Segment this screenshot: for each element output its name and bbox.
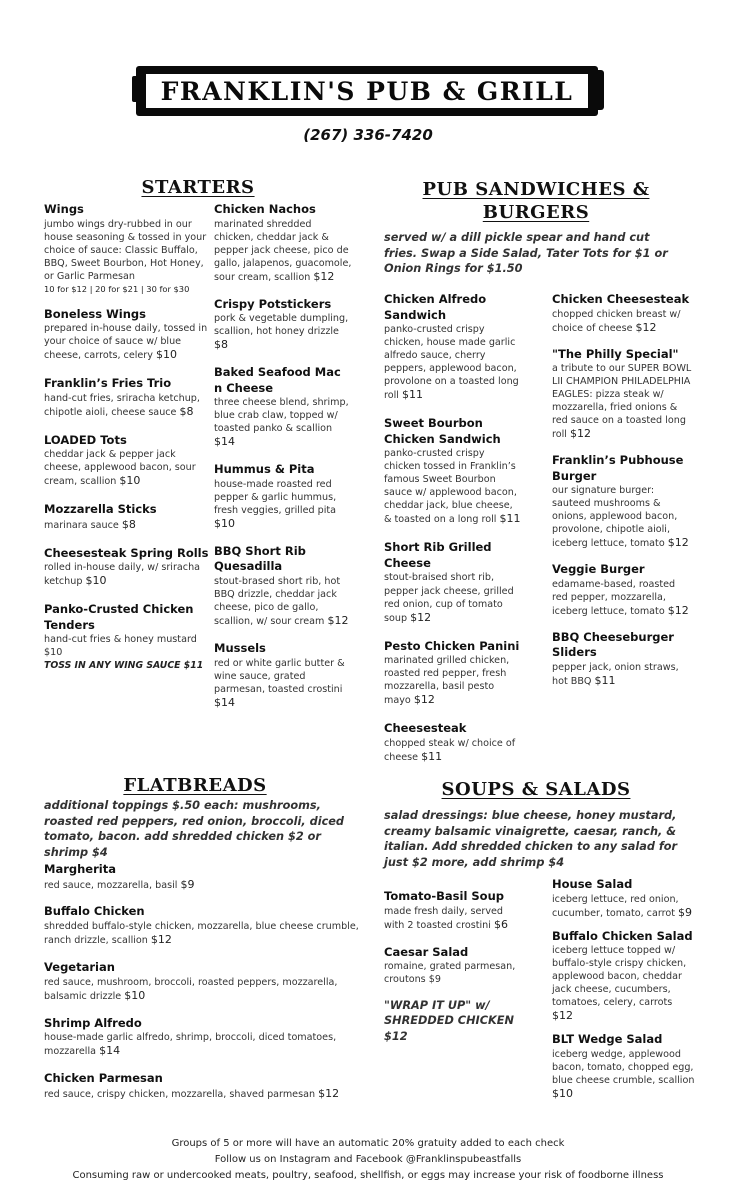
- menu-item-price: $10: [155, 348, 177, 362]
- menu-item-description: pork & vegetable dumpling, scallion, hot honey drizzle $8: [214, 313, 349, 352]
- menu-item-price: $12: [552, 1009, 573, 1023]
- menu-item-description: house-made roasted red pepper & garlic hummus, fresh veggies, grilled pita $10: [214, 478, 337, 530]
- menu-item: [44, 433, 210, 490]
- menu-item-name: Crispy Potstickers: [214, 296, 332, 311]
- menu-item-description: stout-braised short rib, pepper jack cheese, grilled red onion, cup of tomato soup $12: [384, 572, 514, 624]
- menu-item-price: $12: [667, 604, 689, 617]
- menu-item: [552, 292, 692, 336]
- menu-item-name: Cheesesteak Spring Rolls: [44, 545, 209, 560]
- phone-number: (267) 336-7420: [303, 126, 433, 144]
- menu-header: [0, 60, 736, 160]
- menu-item-name: Chicken Cheesesteak: [552, 292, 690, 306]
- menu-item-price: $8: [214, 338, 228, 352]
- menu-item-description: pepper jack, onion straws, hot BBQ $11: [552, 661, 679, 688]
- menu-item-name: Chicken Nachos: [214, 202, 316, 216]
- menu-item-price: $12: [313, 269, 335, 283]
- menu-item-name: Buffalo Chicken Salad: [552, 928, 693, 943]
- menu-item-name: Buffalo Chicken: [44, 904, 145, 919]
- menu-item-price: $12: [318, 1086, 340, 1100]
- soups-title: SOUPS & SALADS: [441, 779, 631, 800]
- wrap-it-up-note: "WRAP IT UP" w/ SHREDDED CHICKEN $12: [384, 999, 514, 1043]
- menu-item-description: rolled in-house daily, w/ sriracha ketchup $10: [44, 562, 201, 588]
- wing-sauce-upgrade: TOSS IN ANY WING SAUCE $11: [44, 659, 204, 671]
- menu-item-description: cheddar jack & pepper jack cheese, applewood bacon, sour cream, scallion $10: [44, 449, 196, 488]
- menu-item-description: made fresh daily, served with 2 toasted crostini $6: [384, 905, 508, 931]
- menu-item-description: chopped steak w/ choice of cheese $11: [384, 737, 516, 763]
- menu-item-name: Veggie Burger: [552, 562, 645, 577]
- menu-item-name: LOADED Tots: [44, 432, 127, 447]
- menu-item-name: Shrimp Alfredo: [44, 1015, 142, 1030]
- menu-item-description: marinated grilled chicken, roasted red pepper, fresh mozzarella, basil pesto mayo $12: [384, 655, 510, 707]
- soups-left-items: [384, 889, 526, 986]
- menu-item-description: jumbo wings dry-rubbed in our house seasoning & tossed in your choice of sauce: Classic Buffalo, BBQ, Sweet Bourbon, Hot Honey, or Garlic Parmesan: [44, 218, 207, 282]
- menu-item-name: Tomato-Basil Soup: [384, 889, 504, 903]
- menu-item: [214, 202, 352, 285]
- menu-item: [384, 639, 522, 709]
- brush-banner: [136, 66, 598, 116]
- soups-left-column: [384, 889, 526, 1044]
- menu-item-description: a tribute to our SUPER BOWL LII CHAMPION PHILADELPHIA EAGLES: pizza steak w/ mozzarella, fried onions & red sauce on a toasted long roll $12: [552, 363, 692, 441]
- menu-item: [44, 546, 210, 590]
- menu-item-name: Caesar Salad: [384, 944, 469, 959]
- menu-item: [214, 365, 352, 450]
- menu-item-description: marinated shredded chicken, cheddar jack & pepper jack cheese, pico de gallo, jalapenos, guacomole, sour cream, scallion $12: [214, 218, 352, 283]
- menu-item-name: Panko-Crusted Chicken Tenders: [44, 602, 194, 632]
- menu-item-price: $14: [99, 1044, 121, 1058]
- menu-item-price: $12: [150, 933, 172, 947]
- menu-item-description: chopped chicken breast w/ choice of cheese $12: [552, 308, 681, 334]
- menu-item-name: Hummus & Pita: [214, 462, 315, 477]
- menu-item: [384, 540, 522, 625]
- menu-item-description: edamame-based, roasted red pepper, mozzarella, iceberg lettuce, tomato $12: [552, 578, 689, 617]
- menu-item-price: $11: [402, 388, 423, 402]
- menu-item-name: Sweet Bourbon Chicken Sandwich: [384, 416, 501, 446]
- menu-item-price: $12: [570, 427, 591, 441]
- menu-item: [44, 602, 210, 670]
- soups-right-column: [552, 877, 696, 1110]
- menu-item-name: Baked Seafood Mac n Cheese: [214, 365, 341, 395]
- flatbreads-list: [44, 862, 364, 1113]
- menu-item-name: Wings: [44, 202, 84, 216]
- menu-item: [384, 416, 522, 527]
- restaurant-name: FRANKLIN'S PUB & GRILL: [160, 76, 574, 106]
- gratuity-note: Groups of 5 or more will have an automatic 20% gratuity added to each check: [171, 1138, 565, 1149]
- menu-item-description: marinara sauce $8: [44, 517, 136, 531]
- menu-item: [384, 292, 522, 403]
- menu-item-price: $11: [499, 512, 521, 526]
- menu-item-description: hand-cut fries & honey mustard $10: [44, 634, 197, 659]
- menu-item-name: Mussels: [214, 641, 266, 656]
- menu-item-description: iceberg lettuce, red onion, cucumber, tomato, carrot $9: [552, 893, 693, 919]
- menu-item: [552, 929, 696, 1025]
- menu-item-name: House Salad: [552, 877, 633, 891]
- menu-item-name: Pesto Chicken Panini: [384, 638, 520, 653]
- menu-item: [384, 721, 522, 765]
- menu-item: [44, 1071, 364, 1101]
- menu-item-name: Chicken Parmesan: [44, 1071, 163, 1086]
- flatbreads-title: FLATBREADS: [123, 775, 267, 796]
- menu-item-name: Chicken Alfredo Sandwich: [384, 292, 487, 322]
- menu-item: [552, 453, 692, 551]
- menu-item: [384, 889, 526, 933]
- menu-item-description: three cheese blend, shrimp, blue crab claw, topped w/ toasted panko & scallion $14: [214, 397, 349, 449]
- menu-item-price: $12: [327, 614, 349, 628]
- menu-item-description: our signature burger: sauteed mushrooms & onions, applewood bacon, provolone, chipotle aioli, iceberg lettuce, tomato $12: [552, 485, 689, 550]
- menu-item-description: prepared in-house daily, tossed in your choice of sauce w/ blue cheese, carrots, celery $10: [44, 323, 208, 362]
- menu-item-description: romaine, grated parmesan, croutons $9: [384, 961, 516, 986]
- menu-item-price: $8: [121, 517, 136, 531]
- menu-item-price: $10: [552, 1086, 573, 1100]
- menu-item: [214, 297, 352, 354]
- menu-item-name: Franklin’s Fries Trio: [44, 376, 172, 391]
- menu-item-description: red sauce, crispy chicken, mozzarella, shaved parmesan $12: [44, 1086, 340, 1100]
- menu-item: [44, 502, 210, 532]
- menu-item-description: iceberg lettuce topped w/ buffalo-style crispy chicken, applewood bacon, cheddar jack cheese, cucumbers, tomatoes, celery, carrots $12: [552, 945, 687, 1023]
- menu-item: [552, 347, 692, 443]
- menu-item-name: "The Philly Special": [552, 346, 679, 361]
- menu-item: [214, 462, 352, 532]
- flatbreads-note: additional toppings $.50 each: mushrooms, roasted red peppers, red onion, broccoli, diced tomato, bacon. add shredded chicken $2 or shrimp $4: [44, 799, 345, 859]
- menu-item-name: Short Rib Grilled Cheese: [384, 540, 492, 570]
- menu-item: [384, 945, 526, 987]
- menu-item-name: Vegetarian: [44, 959, 115, 974]
- sandwiches-right-column: [552, 292, 692, 700]
- wing-price-tiers: 10 for $12 | 20 for $21 | 30 for $30: [44, 283, 190, 294]
- menu-item: [44, 376, 210, 420]
- menu-item: [44, 960, 364, 1004]
- menu-item-price: $12: [667, 536, 689, 550]
- sandwiches-left-column: [384, 292, 522, 778]
- menu-item-price: $11: [421, 749, 443, 763]
- menu-item-name: Mozzarella Sticks: [44, 502, 157, 517]
- menu-item-price: $14: [214, 695, 235, 709]
- menu-item: [44, 1016, 364, 1060]
- menu-item-description: panko-crusted crispy chicken, house made garlic alfredo sauce, cherry peppers, applewood bacon, provolone on a toasted long roll $11: [384, 324, 519, 402]
- menu-item-description: panko-crusted crispy chicken tossed in Franklin’s famous Sweet Bourbon sauce w/ applewood bacon, cheddar jack, blue cheese, & toasted on a long roll $11: [384, 448, 521, 526]
- menu-item: [214, 641, 352, 711]
- starters-title: STARTERS: [141, 177, 255, 198]
- menu-item-price: $8: [179, 404, 194, 418]
- sandwiches-title-line2: BURGERS: [482, 202, 590, 224]
- menu-item-description: stout-brased short rib, hot BBQ drizzle, cheddar jack cheese, pico de gallo, scallion, w/ sour cream $12: [214, 575, 349, 628]
- menu-item: [44, 307, 210, 364]
- menu-item: [552, 877, 696, 921]
- menu-item: [552, 562, 692, 619]
- menu-item: [552, 630, 692, 689]
- banner-inner: [146, 74, 588, 108]
- menu-item-price: $10: [124, 988, 146, 1002]
- menu-item-price: $10: [214, 517, 235, 530]
- menu-item: [44, 904, 364, 948]
- menu-item-name: Margherita: [44, 862, 116, 876]
- menu-item: [552, 1032, 696, 1102]
- sandwiches-note: served w/ a dill pickle spear and hand cut fries. Swap a Side Salad, Tater Tots for $1 or Onion Rings for $1.50: [384, 231, 668, 276]
- menu-item-description: iceberg wedge, applewood bacon, tomato, chopped egg, blue cheese crumble, scallion $10: [552, 1048, 695, 1100]
- menu-item: [44, 862, 364, 892]
- menu-item-price: $14: [214, 435, 235, 449]
- sandwiches-title-line1: PUB SANDWICHES &: [422, 179, 650, 200]
- menu-item-price: $9: [180, 877, 195, 891]
- menu-item-price: $9: [678, 905, 693, 919]
- social-note: Follow us on Instagram and Facebook @Franklinspubeastfalls: [214, 1154, 522, 1165]
- menu-item-price: $12: [413, 693, 435, 707]
- menu-item-name: Cheesesteak: [384, 721, 467, 736]
- menu-item-name: BLT Wedge Salad: [552, 1032, 663, 1047]
- menu-item-price: $12: [635, 320, 657, 334]
- soups-note: salad dressings: blue cheese, honey mustard, creamy balsamic vinaigrette, caesar, ranch, & italian. Add shredded chicken to any salad for just $2 more, add shrimp $4: [384, 809, 678, 869]
- menu-item-description: red sauce, mozzarella, basil $9: [44, 877, 195, 891]
- food-safety-note: Consuming raw or undercooked meats, poultry, seafood, shellfish, or eggs may increase your risk of foodborne illness: [72, 1170, 664, 1181]
- menu-item-name: BBQ Cheeseburger Sliders: [552, 629, 674, 660]
- menu-item-name: Franklin’s Pubhouse Burger: [552, 453, 684, 483]
- sandwiches-title: [392, 178, 680, 225]
- menu-footer: [0, 1136, 736, 1184]
- menu-item: [214, 544, 352, 629]
- menu-item-price: $12: [410, 610, 432, 624]
- menu-item: [44, 202, 210, 294]
- menu-item-price: $6: [493, 917, 508, 931]
- menu-item-name: BBQ Short Rib Quesadilla: [214, 543, 306, 574]
- starters-right-column: [214, 202, 352, 723]
- menu-item-description: house-made garlic alfredo, shrimp, broccoli, diced tomatoes, mozzarella $14: [44, 1032, 337, 1058]
- menu-item-description: red or white garlic butter & wine sauce, grated parmesan, toasted crostini $14: [214, 657, 345, 709]
- menu-item-price: $10: [85, 574, 107, 588]
- menu-item-price: $11: [594, 674, 616, 688]
- menu-item-name: Boneless Wings: [44, 306, 146, 321]
- menu-item-description: shredded buffalo-style chicken, mozzarella, blue cheese crumble, ranch drizzle, scallion $12: [44, 920, 359, 947]
- menu-item-description: hand-cut fries, sriracha ketchup, chipotle aioli, cheese sauce $8: [44, 392, 200, 418]
- starters-left-column: [44, 202, 210, 684]
- menu-item-description: red sauce, mushroom, broccoli, roasted peppers, mozzarella, balsamic drizzle $10: [44, 976, 338, 1002]
- menu-item-price: $10: [119, 474, 141, 488]
